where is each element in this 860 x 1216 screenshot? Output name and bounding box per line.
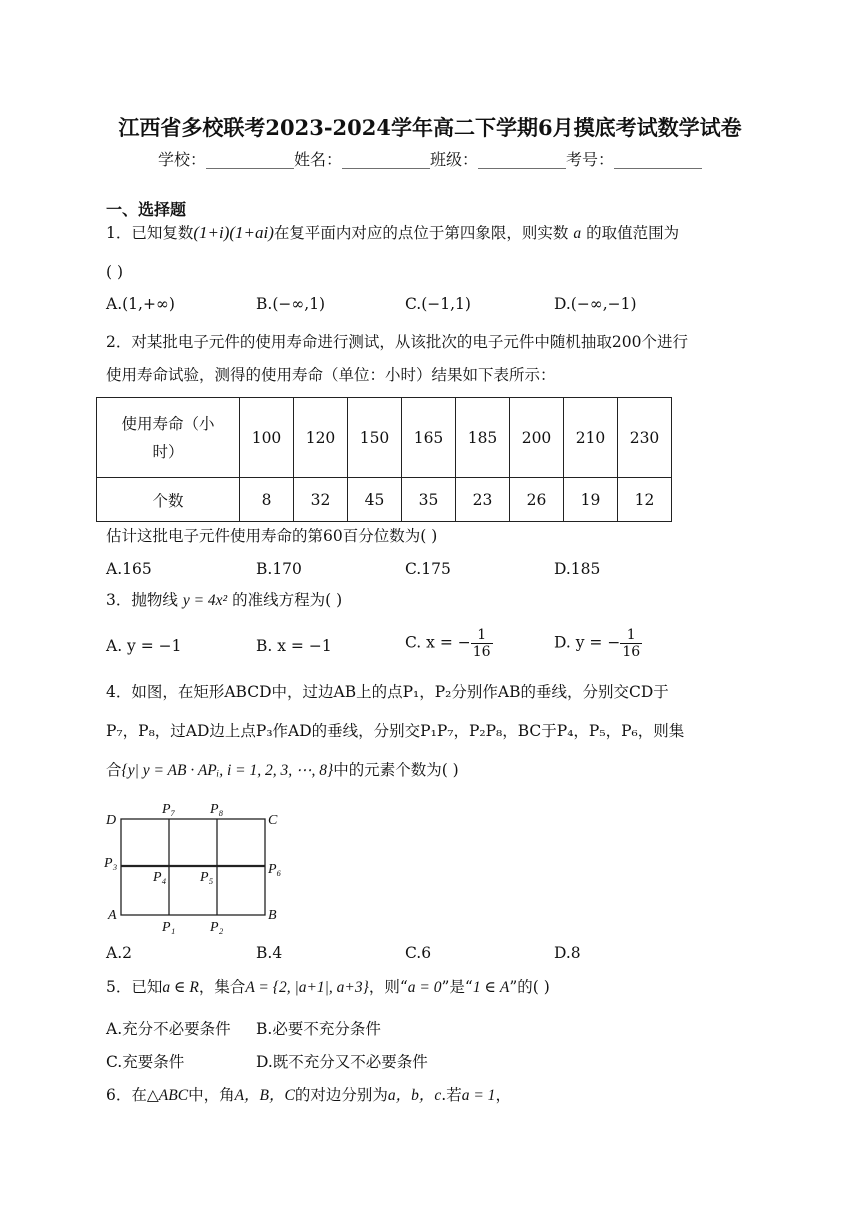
q5-option-b: B.必要不充分条件 [256, 1020, 381, 1038]
q4-option-d: D.8 [554, 944, 581, 962]
question-2-line-2: 使用寿命试验，测得的使用寿命（单位：小时）结果如下表所示： [106, 366, 556, 384]
header-part-a: 使用寿命（小 [121, 414, 215, 433]
q3-option-c [405, 627, 493, 660]
q3-expression: y = 4x² [182, 592, 228, 609]
q5-text-b: ，集合 [198, 978, 246, 996]
q1-option-c: C.(−1,1) [405, 295, 471, 313]
fraction-numerator: 1 [471, 627, 493, 644]
label-p7: P₇ [162, 802, 176, 817]
table-cell: 12 [618, 478, 672, 522]
table-cell: 150 [348, 398, 402, 478]
fraction-numerator: 1 [620, 627, 642, 644]
table-cell: 32 [294, 478, 348, 522]
q1-text-a: 1．已知复数 [106, 224, 194, 242]
table-cell: 210 [564, 398, 618, 478]
question-1-stem [106, 223, 679, 244]
q1-text-b: 在复平面内对应的点位于第四象限，则实数 [273, 224, 569, 242]
q1-variable: a [573, 225, 582, 242]
table-cell: 35 [402, 478, 456, 522]
table-row [97, 398, 672, 478]
q5-text-d: ”是“ [441, 978, 473, 996]
q1-text-c: 的取值范围为 [586, 224, 680, 242]
q6-sides: a，b，c [387, 1087, 442, 1104]
rectangle-figure [100, 795, 300, 935]
q5-text-c: ，则“ [368, 978, 408, 996]
label-p6: P₆ [268, 862, 282, 877]
q3-option-d [554, 627, 642, 660]
table-cell: 45 [348, 478, 402, 522]
q3-text-a: 3．抛物线 [106, 591, 178, 609]
q4-set-expression: {y| y = AB · APᵢ, i = 1, 2, 3, ⋯, 8} [121, 762, 334, 779]
label-p3: P₃ [104, 856, 118, 871]
q5-option-a: A.充分不必要条件 [106, 1020, 231, 1038]
q5-text-a: 5．已知 [106, 978, 163, 996]
table-cell: 100 [240, 398, 294, 478]
q2-option-b: B.170 [256, 560, 302, 578]
question-4-line-3 [106, 760, 459, 781]
question-2-line-1: 2．对某批电子元件的使用寿命进行测试，从该批次的电子元件中随机抽取200个进行 [106, 333, 688, 351]
q5-q: 1 ∈ A [472, 979, 510, 996]
header-part-b: 时） [152, 442, 184, 461]
q3-option-b: B. x = −1 [256, 637, 332, 655]
question-2-ask: 估计这批电子元件使用寿命的第60百分位数为( ) [106, 527, 438, 545]
q4-option-a: A.2 [106, 944, 132, 962]
q1-option-b: B.(−∞,1) [256, 295, 326, 313]
q3-option-c-fraction [471, 627, 493, 660]
q5-p: a = 0 [407, 979, 442, 996]
q4-text-b: 中的元素个数为( ) [333, 761, 459, 779]
table-cell: 200 [510, 398, 564, 478]
q5-condition: a ∈ R [162, 979, 199, 996]
label-p8: P₈ [210, 802, 224, 817]
label-a: A [108, 908, 117, 923]
fraction-denominator: 16 [472, 644, 491, 660]
fraction-denominator: 16 [622, 644, 641, 660]
table-cell: 185 [456, 398, 510, 478]
q6-triangle: △ABC [146, 1087, 189, 1104]
q5-set: A = {2, |a+1|, a+3} [245, 979, 369, 996]
table-cell: 8 [240, 478, 294, 522]
q3-option-d-fraction [620, 627, 642, 660]
question-4-line-1: 4．如图，在矩形ABCD中，过边AB上的点P₁，P₂分别作AB的垂线，分别交CD于 [106, 683, 669, 701]
q5-option-c: C.充要条件 [106, 1053, 185, 1071]
label-b: B [268, 908, 277, 923]
label-p5: P₅ [200, 870, 214, 885]
q6-text-c: 的对边分别为 [294, 1086, 388, 1104]
q1-option-a: A.(1,+∞) [106, 295, 175, 313]
lifetime-table [96, 397, 672, 522]
q2-option-a: A.165 [106, 560, 152, 578]
exam-title: 江西省多校联考2023-2024学年高二下学期6月摸底考试数学试卷 [118, 115, 742, 140]
question-6-stem [106, 1085, 511, 1106]
q1-option-d: D.(−∞,−1) [554, 295, 637, 313]
label-p1: P₁ [162, 920, 176, 935]
question-4-line-2: P₇，P₈，过AD边上点P₃作AD的垂线，分别交P₁P₇，P₂P₈，BC于P₄，P₅，P₆，则集 [106, 722, 685, 740]
label-d: D [106, 813, 117, 828]
table-cell: 120 [294, 398, 348, 478]
label-c: C [268, 813, 278, 828]
q3-option-a: A. y = −1 [106, 637, 182, 655]
q6-text-b: 中，角 [188, 1086, 235, 1104]
q5-option-d: D.既不充分又不必要条件 [256, 1053, 428, 1071]
q6-text-d: .若 [441, 1086, 462, 1104]
table-cell: 26 [510, 478, 564, 522]
q3-option-c-prefix: C. x = − [405, 633, 471, 652]
q3-option-d-prefix: D. y = − [554, 633, 621, 652]
label-p4: P₄ [153, 870, 167, 885]
table-cell: 165 [402, 398, 456, 478]
q2-option-d: D.185 [554, 560, 601, 578]
q6-text-a: 6．在 [106, 1086, 147, 1104]
table-cell: 23 [456, 478, 510, 522]
table-row [97, 478, 672, 522]
q4-option-b: B.4 [256, 944, 283, 962]
q3-text-b: 的准线方程为( ) [232, 591, 343, 609]
q2-option-c: C.175 [405, 560, 451, 578]
q5-text-e: ”的( ) [509, 978, 550, 996]
question-3-stem [106, 590, 342, 611]
table-row-header: 个数 [97, 478, 240, 522]
table-row-header [97, 398, 240, 478]
question-5-stem [106, 977, 550, 998]
q6-text-e: ， [495, 1086, 511, 1104]
q6-condition: a = 1 [461, 1087, 496, 1104]
q4-text-a: 合 [106, 761, 122, 779]
q6-angles: A，B，C [234, 1087, 295, 1104]
table-cell: 19 [564, 478, 618, 522]
q1-expression: (1+i)(1+ai) [193, 223, 274, 242]
q4-option-c: C.6 [405, 944, 432, 962]
label-p2: P₂ [210, 920, 224, 935]
student-info-line: 学校：___________姓名：___________班级：___________考号：___________ [157, 150, 702, 169]
table-cell: 230 [618, 398, 672, 478]
question-1-paren: ( ) [106, 263, 124, 281]
section-heading: 一、选择题 [106, 200, 187, 219]
